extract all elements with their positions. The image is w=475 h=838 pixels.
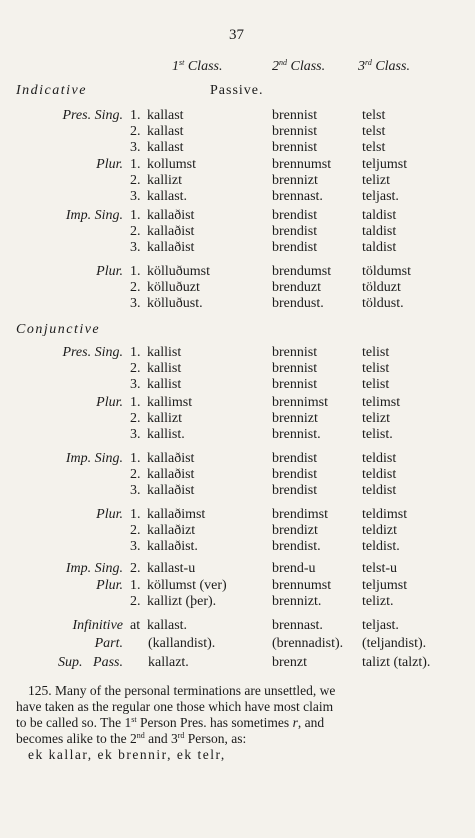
row-label: Plur.	[96, 395, 123, 410]
form-class-2: brendimst	[272, 507, 328, 522]
form-class-2: brennizt	[272, 411, 318, 426]
form-class-3: teldist	[362, 467, 397, 482]
form-class-2: brennizt	[272, 173, 318, 188]
text-run: to be called so. The 1	[16, 715, 132, 730]
row-number: 3.	[130, 296, 141, 311]
row-number: 3.	[130, 483, 141, 498]
form-class-3: teldist.	[362, 539, 400, 554]
form-class-1: kallaðist	[147, 240, 195, 255]
row-number: 2.	[130, 523, 141, 538]
form-class-1: kallast	[147, 124, 184, 139]
row-number: 2.	[130, 361, 141, 376]
form-class-1: kallizt (þer).	[147, 594, 217, 609]
form-class-2: brendist	[272, 240, 318, 255]
row-label: Part.	[94, 636, 123, 651]
form-class-2: brendist	[272, 224, 318, 239]
form-class-2: (brennadist).	[272, 636, 344, 651]
form-class-3: teldimst	[362, 507, 408, 522]
row-number: 1.	[130, 157, 141, 172]
italic-letter: r	[292, 715, 298, 730]
text-run: and 3	[144, 731, 178, 746]
form-class-1: kallaðimst	[147, 507, 206, 522]
row-number: 2.	[130, 173, 141, 188]
form-class-3: telst	[362, 124, 386, 139]
form-class-3: telizt	[362, 411, 390, 426]
row-number: 1.	[130, 507, 141, 522]
form-class-1: kallaðist	[147, 224, 195, 239]
text-run: , and	[297, 715, 325, 730]
row-number: 2.	[130, 411, 141, 426]
row-number: 1.	[130, 208, 141, 223]
form-class-3: tölduzt	[362, 280, 401, 295]
example-line: ek kallar, ek brennir, ek telr,	[28, 747, 226, 762]
text-run: becomes alike to the 2	[16, 731, 137, 746]
class-header-2: 2nd Class.	[272, 58, 326, 74]
form-class-2: brennist	[272, 124, 318, 139]
form-class-2: brennast.	[272, 189, 323, 204]
form-class-2: brennimst	[272, 395, 328, 410]
row-number: 2.	[130, 467, 141, 482]
paragraph-line	[16, 731, 246, 747]
row-number: 3.	[130, 240, 141, 255]
row-number: 1.	[130, 108, 141, 123]
form-class-3: telst-u	[362, 561, 397, 576]
row-label: Plur.	[96, 264, 123, 279]
form-class-1: kallast	[147, 140, 184, 155]
form-class-1: kallaðizt	[147, 523, 196, 538]
form-class-3: telist	[362, 345, 390, 360]
form-class-3: teljast.	[362, 618, 399, 633]
form-class-2: brennist	[272, 140, 318, 155]
row-label: Imp. Sing.	[65, 451, 123, 466]
form-class-3: telimst	[362, 395, 401, 410]
form-class-2: brendist.	[272, 539, 321, 554]
row-number: 1.	[130, 395, 141, 410]
row-label: Infinitive	[72, 618, 123, 633]
form-class-3: töldust.	[362, 296, 404, 311]
form-class-3: teljumst	[362, 578, 408, 593]
form-class-2: brenzt	[272, 655, 307, 670]
row-number: 2.	[130, 561, 141, 576]
class-header-3: 3rd Class.	[358, 58, 410, 74]
class-header-label: Class.	[375, 59, 410, 74]
ordinal-suffix: nd	[279, 58, 287, 67]
form-class-1: kallaðist	[147, 451, 195, 466]
form-class-1: kölluðust.	[147, 296, 203, 311]
class-header-1: 1st Class.	[172, 58, 223, 74]
text-run: Person Pres. has sometimes	[136, 715, 293, 730]
form-class-1: kallist	[147, 361, 182, 376]
form-class-2: brennast.	[272, 618, 323, 633]
form-class-1: köllumst (ver)	[147, 578, 227, 593]
form-class-3: telist	[362, 361, 390, 376]
form-class-1: kallaðist	[147, 483, 195, 498]
form-class-2: brennist	[272, 377, 318, 392]
row-number: 1.	[130, 451, 141, 466]
form-class-1: kallast-u	[147, 561, 196, 576]
section-indicative: Indicative	[16, 83, 87, 98]
form-class-3: telizt.	[362, 594, 394, 609]
form-class-3: taldist	[362, 224, 397, 239]
paragraph-line	[16, 715, 324, 731]
class-header-label: Class.	[290, 59, 326, 74]
row-number: 1.	[130, 345, 141, 360]
form-class-3: teldizt	[362, 523, 397, 538]
form-class-2: brennist	[272, 361, 318, 376]
form-class-3: telizt	[362, 173, 390, 188]
form-class-2: brennizt.	[272, 594, 322, 609]
form-class-1: kallazt.	[148, 655, 189, 670]
row-label: Imp. Sing.	[65, 561, 123, 576]
form-class-3: teljast.	[362, 189, 399, 204]
form-class-1: kallaðist.	[147, 539, 198, 554]
form-class-2: brennist	[272, 108, 318, 123]
form-class-3: töldumst	[362, 264, 412, 279]
form-class-2: brennist.	[272, 427, 321, 442]
row-label: Imp. Sing.	[65, 208, 123, 223]
ordinal-suffix: nd	[136, 731, 145, 740]
form-class-1: kollumst	[147, 157, 197, 172]
row-number: at	[130, 618, 141, 633]
form-class-1: kölluðumst	[147, 264, 211, 279]
form-class-2: brendist	[272, 451, 318, 466]
form-class-3: telist	[362, 377, 390, 392]
voice-heading: Passive.	[210, 83, 264, 98]
form-class-2: brendist	[272, 467, 318, 482]
form-class-3: taldist	[362, 208, 397, 223]
paragraph-line: have taken as the regular one those which have most claim	[16, 699, 334, 714]
form-class-3: teldist	[362, 483, 397, 498]
row-label: Plur.	[96, 578, 123, 593]
row-number: 2.	[130, 224, 141, 239]
row-number: 3.	[130, 427, 141, 442]
form-class-1: kallist	[147, 377, 182, 392]
section-conjunctive: Conjunctive	[16, 322, 101, 337]
form-class-1: kallizt	[147, 411, 182, 426]
form-class-3: telist.	[362, 427, 393, 442]
form-class-2: brend-u	[272, 561, 316, 576]
paragraph-line: 125. Many of the personal terminations are unsettled, we	[28, 683, 336, 698]
row-label: Pres. Sing.	[62, 108, 123, 123]
ordinal-suffix: st	[131, 715, 137, 724]
form-class-2: brennumst	[272, 157, 332, 172]
form-class-1: kallizt	[147, 173, 182, 188]
form-class-1: kallist	[147, 345, 182, 360]
ordinal-suffix: st	[179, 58, 185, 67]
row-number: 3.	[130, 377, 141, 392]
ordinal-suffix: rd	[177, 731, 185, 740]
page-number: 37	[229, 27, 244, 43]
form-class-3: (teljandist).	[362, 636, 427, 651]
form-class-3: taldist	[362, 240, 397, 255]
form-class-3: telst	[362, 108, 386, 123]
form-class-1: kallaðist	[147, 467, 195, 482]
form-class-3: teldist	[362, 451, 397, 466]
class-header-label: Class.	[187, 59, 223, 74]
row-label: Sup. Pass.	[58, 655, 123, 670]
form-class-2: brendust.	[272, 296, 324, 311]
form-class-2: brendumst	[272, 264, 332, 279]
form-class-1: kallast.	[147, 189, 188, 204]
form-class-2: brendist	[272, 208, 318, 223]
form-class-1: kallist.	[147, 427, 185, 442]
form-class-2: brennumst	[272, 578, 332, 593]
row-number: 2.	[130, 280, 141, 295]
form-class-2: brenduzt	[272, 280, 321, 295]
row-label: Plur.	[96, 507, 123, 522]
form-class-3: telst	[362, 140, 386, 155]
row-number: 2.	[130, 124, 141, 139]
row-label: Pres. Sing.	[62, 345, 123, 360]
form-class-1: kallast	[147, 108, 184, 123]
form-class-3: teljumst	[362, 157, 408, 172]
form-class-1: (kallandist).	[148, 636, 216, 651]
row-number: 1.	[130, 578, 141, 593]
form-class-2: brendist	[272, 483, 318, 498]
form-class-1: kallaðist	[147, 208, 195, 223]
form-class-1: kallimst	[147, 395, 193, 410]
form-class-1: kallast.	[147, 618, 188, 633]
form-class-3: talizt (talzt).	[362, 655, 431, 670]
form-class-2: brendizt	[272, 523, 318, 538]
row-number: 1.	[130, 264, 141, 279]
row-number: 2.	[130, 594, 141, 609]
row-number: 3.	[130, 140, 141, 155]
form-class-1: kölluðuzt	[147, 280, 200, 295]
text-run: Person, as:	[184, 731, 247, 746]
row-number: 3.	[130, 539, 141, 554]
row-number: 3.	[130, 189, 141, 204]
row-label: Plur.	[96, 157, 123, 172]
ordinal-suffix: rd	[365, 58, 372, 67]
form-class-2: brennist	[272, 345, 318, 360]
